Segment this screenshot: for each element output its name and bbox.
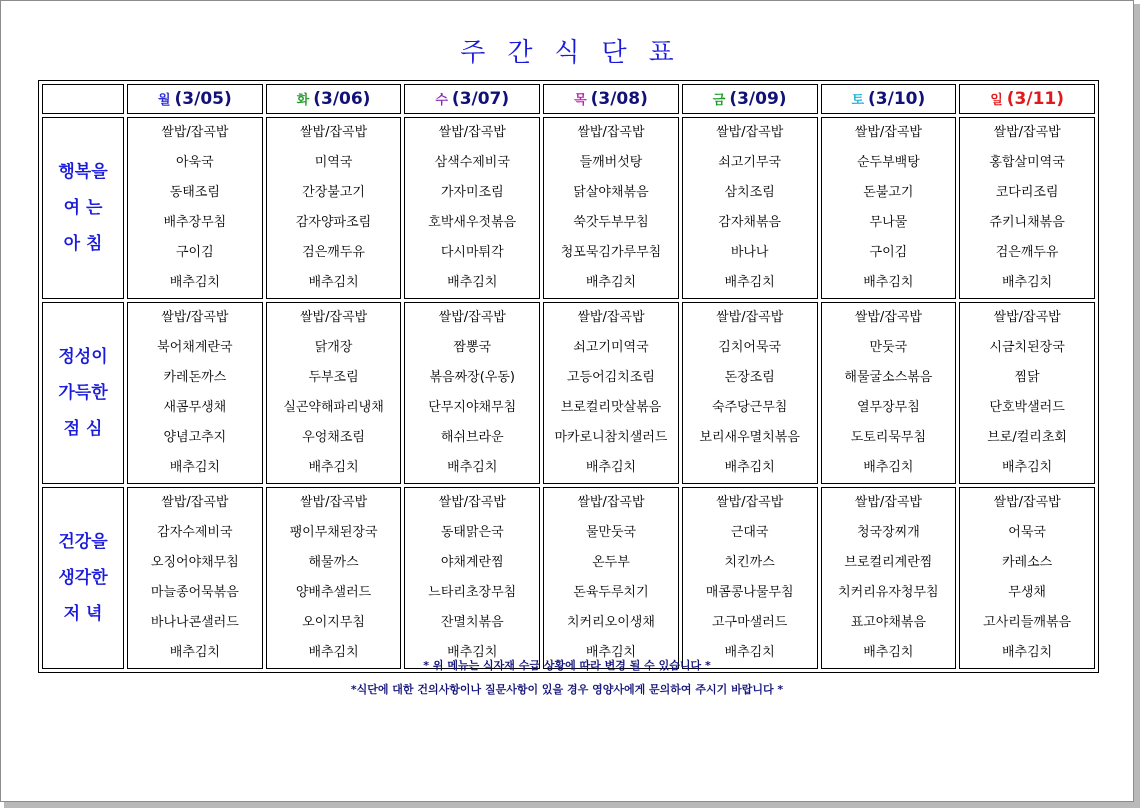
dish-item: 쌀밥/잡곡밥	[438, 310, 506, 325]
dish-item: 물만둣국	[585, 525, 637, 540]
dish-item: 해물굴소스볶음	[844, 370, 933, 385]
dish-item: 쌀밥/잡곡밥	[438, 495, 506, 510]
day-date: (3/06)	[313, 89, 371, 109]
dish-item: 쌀밥/잡곡밥	[854, 125, 922, 140]
dish-item: 쌀밥/잡곡밥	[299, 495, 368, 510]
dish-item: 쌀밥/잡곡밥	[993, 495, 1061, 510]
dish-item: 우엉채조림	[302, 430, 365, 445]
dish-item: 배추김치	[447, 645, 498, 660]
dish-item: 매콤콩나물무침	[705, 585, 794, 600]
dish-item: 배추장무침	[163, 215, 227, 230]
dish-item: 돈육두루치기	[573, 585, 649, 600]
dish-item: 고사리들깨볶음	[983, 615, 1072, 630]
dish-item: 쥬키니채볶음	[989, 215, 1065, 230]
dish-item: 검은깨두유	[302, 245, 365, 260]
dish-item: 카레돈까스	[163, 370, 227, 385]
meal-label	[42, 117, 124, 299]
day-glyph: 일	[990, 93, 1003, 108]
dish-item: 야채계란찜	[440, 555, 504, 570]
dish-item: 바나나	[730, 245, 769, 260]
dish-item: 배추김치	[447, 275, 498, 290]
dish-item: 실곤약해파리냉채	[283, 400, 384, 415]
dish-item: 배추김치	[863, 275, 914, 290]
dish-item: 브로컬리계란찜	[844, 555, 933, 570]
dish-item: 단호박샐러드	[989, 400, 1065, 415]
dish-item: 북어채계란국	[157, 340, 233, 355]
dish-item: 시금치된장국	[989, 340, 1065, 355]
dish-item: 치킨까스	[724, 555, 775, 570]
dish-item: 마늘종어묵볶음	[150, 585, 239, 600]
notice-contact: *식단에 대한 건의사항이나 질문사항이 있을 경우 영양사에게 문의하여 주시기 바랍니다 *	[350, 683, 784, 696]
dish-item: 근대국	[730, 525, 769, 540]
day-glyph: 토	[851, 93, 865, 108]
day-date: (3/05)	[174, 89, 232, 109]
dish-item: 단무지야채무침	[428, 400, 517, 415]
dish-item: 어묵국	[1008, 525, 1046, 540]
dish-item: 무생채	[1008, 585, 1046, 600]
dish-item: 쇠고기무국	[718, 155, 782, 170]
dish-item: 검은깨두유	[995, 245, 1059, 260]
meal-row	[42, 302, 1095, 484]
dish-item: 고등어김치조림	[567, 370, 655, 385]
dish-item: 치커리유자청무침	[838, 585, 939, 600]
menu-cell	[543, 487, 679, 669]
menu-cell	[959, 117, 1095, 299]
dish-item: 닭살야채볶음	[573, 185, 649, 200]
dish-item: 배추김치	[1001, 460, 1053, 475]
dish-item: 배추김치	[169, 645, 220, 660]
dish-item: 배추김치	[724, 275, 775, 290]
dish-item: 쌀밥/잡곡밥	[577, 495, 645, 510]
menu-cell	[682, 302, 818, 484]
menu-cell	[127, 487, 263, 669]
day-header-mon	[127, 84, 263, 114]
menu-cell	[543, 117, 679, 299]
dish-item: 돈장조림	[724, 370, 775, 385]
dish-item: 쌀밥/잡곡밥	[854, 495, 922, 510]
dish-item: 치커리오이생채	[567, 615, 655, 630]
day-glyph: 수	[435, 93, 448, 108]
dish-item: 쌀밥/잡곡밥	[993, 125, 1061, 140]
dish-item: 구이김	[869, 245, 908, 260]
dish-item: 해쉬브라운	[440, 430, 504, 445]
menu-cell	[959, 302, 1095, 484]
dish-item: 배추김치	[1001, 275, 1053, 290]
dish-item: 배추김치	[724, 645, 775, 660]
day-header-tue	[266, 84, 402, 114]
meal-label-line: 점 심	[63, 419, 103, 439]
dish-item: 배추김치	[169, 275, 220, 290]
dish-item: 새콤무생채	[163, 400, 227, 415]
dish-item: 홍합살미역국	[989, 155, 1065, 170]
frame-shadow	[4, 802, 1140, 808]
dish-item: 쌀밥/잡곡밥	[854, 310, 922, 325]
menu-cell	[821, 302, 957, 484]
menu-cell	[682, 117, 818, 299]
day-header-fri	[682, 84, 818, 114]
dish-item: 배추김치	[447, 460, 498, 475]
dish-item: 배추김치	[308, 275, 359, 290]
dish-item: 동태맑은국	[440, 525, 504, 540]
dish-item: 쌀밥/잡곡밥	[716, 310, 784, 325]
dish-item: 숙주당근무침	[711, 400, 788, 415]
dish-item: 김치어묵국	[718, 340, 782, 355]
dish-item: 배추김치	[863, 645, 914, 660]
day-header-wed	[404, 84, 540, 114]
dish-item: 감자채볶음	[718, 215, 782, 230]
dish-item: 배추김치	[585, 645, 637, 660]
dish-item: 오이지무침	[302, 615, 365, 630]
dish-item: 무나물	[869, 215, 908, 230]
day-header-sun	[959, 84, 1095, 114]
dish-item: 배추김치	[1001, 645, 1053, 660]
meal-label-line: 정성이	[58, 347, 108, 367]
dish-item: 가자미조림	[440, 185, 504, 200]
dish-item: 동태조림	[169, 185, 220, 200]
weekly-menu-table	[38, 80, 1099, 673]
meal-label	[42, 302, 124, 484]
day-glyph: 월	[157, 93, 171, 108]
dish-item: 간장불고기	[302, 185, 365, 200]
dish-item: 카레소스	[1001, 555, 1053, 570]
dish-item: 배추김치	[308, 645, 359, 660]
dish-item: 감자양파조림	[295, 215, 372, 230]
dish-item: 들깨버섯탕	[579, 155, 643, 170]
dish-item: 미역국	[314, 155, 353, 170]
dish-item: 쌀밥/잡곡밥	[161, 125, 229, 140]
dish-item: 팽이무채된장국	[289, 525, 378, 540]
dish-item: 표고야채볶음	[850, 615, 927, 630]
menu-cell	[821, 117, 957, 299]
dish-item: 마카로니참치샐러드	[554, 430, 668, 445]
meal-label-line: 건강을	[58, 532, 108, 552]
menu-cell	[127, 117, 263, 299]
day-header-thu	[543, 84, 679, 114]
dish-item: 쌀밥/잡곡밥	[993, 310, 1061, 325]
dish-item: 고구마샐러드	[711, 615, 788, 630]
menu-cell	[404, 117, 540, 299]
day-date: (3/09)	[729, 89, 787, 109]
dish-item: 쌀밥/잡곡밥	[161, 495, 229, 510]
dish-item: 배추김치	[585, 275, 637, 290]
dish-item: 쌀밥/잡곡밥	[299, 125, 368, 140]
menu-cell	[266, 117, 402, 299]
dish-item: 찜닭	[1014, 370, 1040, 385]
dish-item: 잔멸치볶음	[440, 615, 504, 630]
dish-item: 온두부	[592, 555, 630, 570]
dish-item: 코다리조림	[995, 185, 1059, 200]
dish-item: 쌀밥/잡곡밥	[438, 125, 506, 140]
dish-item: 두부조림	[308, 370, 359, 385]
day-date: (3/07)	[451, 89, 510, 109]
dish-item: 열무장무침	[856, 400, 920, 415]
menu-cell	[266, 302, 402, 484]
dish-item: 쇠고기미역국	[573, 340, 649, 355]
day-glyph: 금	[712, 93, 726, 108]
day-header-sat	[821, 84, 957, 114]
dish-item: 청국장찌개	[856, 525, 920, 540]
corner-cell	[42, 84, 124, 114]
dish-item: 쌀밥/잡곡밥	[299, 310, 368, 325]
dish-item: 배추김치	[724, 460, 775, 475]
dish-item: 감자수제비국	[157, 525, 233, 540]
meal-label-line: 여 는	[63, 198, 103, 218]
menu-cell	[404, 302, 540, 484]
dish-item: 청포묵김가루무침	[560, 245, 662, 260]
dish-item: 쌀밥/잡곡밥	[577, 125, 645, 140]
dish-item: 오징어야채무침	[150, 555, 239, 570]
dish-item: 배추김치	[308, 460, 359, 475]
dish-item: 배추김치	[585, 460, 637, 475]
dish-item: 브로/컬리초회	[987, 430, 1067, 445]
menu-cell	[127, 302, 263, 484]
day-date: (3/10)	[868, 89, 926, 109]
meal-label-line: 생각한	[58, 568, 108, 588]
menu-cell	[682, 487, 818, 669]
dish-item: 닭개장	[314, 340, 353, 355]
page-title: 주간식단표	[460, 38, 696, 68]
dish-item: 다시마튀각	[440, 245, 504, 260]
dish-item: 순두부백탕	[856, 155, 920, 170]
dish-item: 바나나콘샐러드	[150, 615, 239, 630]
day-glyph: 화	[296, 93, 310, 108]
dish-item: 배추김치	[863, 460, 914, 475]
dish-item: 쌀밥/잡곡밥	[161, 310, 229, 325]
dish-item: 쌀밥/잡곡밥	[716, 125, 784, 140]
menu-cell	[959, 487, 1095, 669]
dish-item: 짬뽕국	[453, 340, 492, 355]
menu-cell	[266, 487, 402, 669]
meal-label	[42, 487, 124, 669]
dish-item: 쌀밥/잡곡밥	[577, 310, 645, 325]
meal-row	[42, 117, 1095, 299]
meal-row	[42, 487, 1095, 669]
menu-cell	[543, 302, 679, 484]
dish-item: 삼색수제비국	[434, 155, 510, 170]
dish-item: 호박새우젓볶음	[428, 215, 517, 230]
day-header-row	[42, 84, 1095, 114]
menu-cell	[404, 487, 540, 669]
dish-item: 양념고추지	[163, 430, 227, 445]
dish-item: 쌀밥/잡곡밥	[716, 495, 784, 510]
menu-cell	[821, 487, 957, 669]
day-date: (3/08)	[590, 89, 648, 109]
dish-item: 해물까스	[308, 555, 359, 570]
meal-label-line: 저 녁	[63, 604, 103, 624]
dish-item: 보리새우멸치볶음	[699, 430, 800, 445]
dish-item: 아욱국	[176, 155, 214, 170]
meal-label-line: 행복을	[58, 162, 108, 182]
dish-item: 양배추샐러드	[295, 585, 372, 600]
dish-item: 볶음짜장(우동)	[429, 370, 515, 385]
dish-item: 느타리초장무침	[428, 585, 517, 600]
dish-item: 쑥갓두부무침	[573, 215, 649, 230]
dish-item: 구이김	[176, 245, 214, 260]
dish-item: 돈불고기	[863, 185, 914, 200]
meal-label-line: 가득한	[58, 383, 108, 403]
dish-item: 도토리묵무침	[850, 430, 927, 445]
dish-item: 만둣국	[869, 340, 908, 355]
day-glyph: 목	[574, 93, 587, 108]
meal-label-line: 아 침	[63, 234, 103, 254]
notice-change: * 위 메뉴는 식자재 수급 상황에 따라 변경 될 수 있습니다 *	[423, 659, 711, 672]
dish-item: 브로컬리맛살볶음	[560, 400, 662, 415]
dish-item: 삼치조림	[724, 185, 775, 200]
day-date: (3/11)	[1006, 89, 1064, 109]
dish-item: 배추김치	[169, 460, 220, 475]
frame-shadow	[1134, 4, 1140, 808]
